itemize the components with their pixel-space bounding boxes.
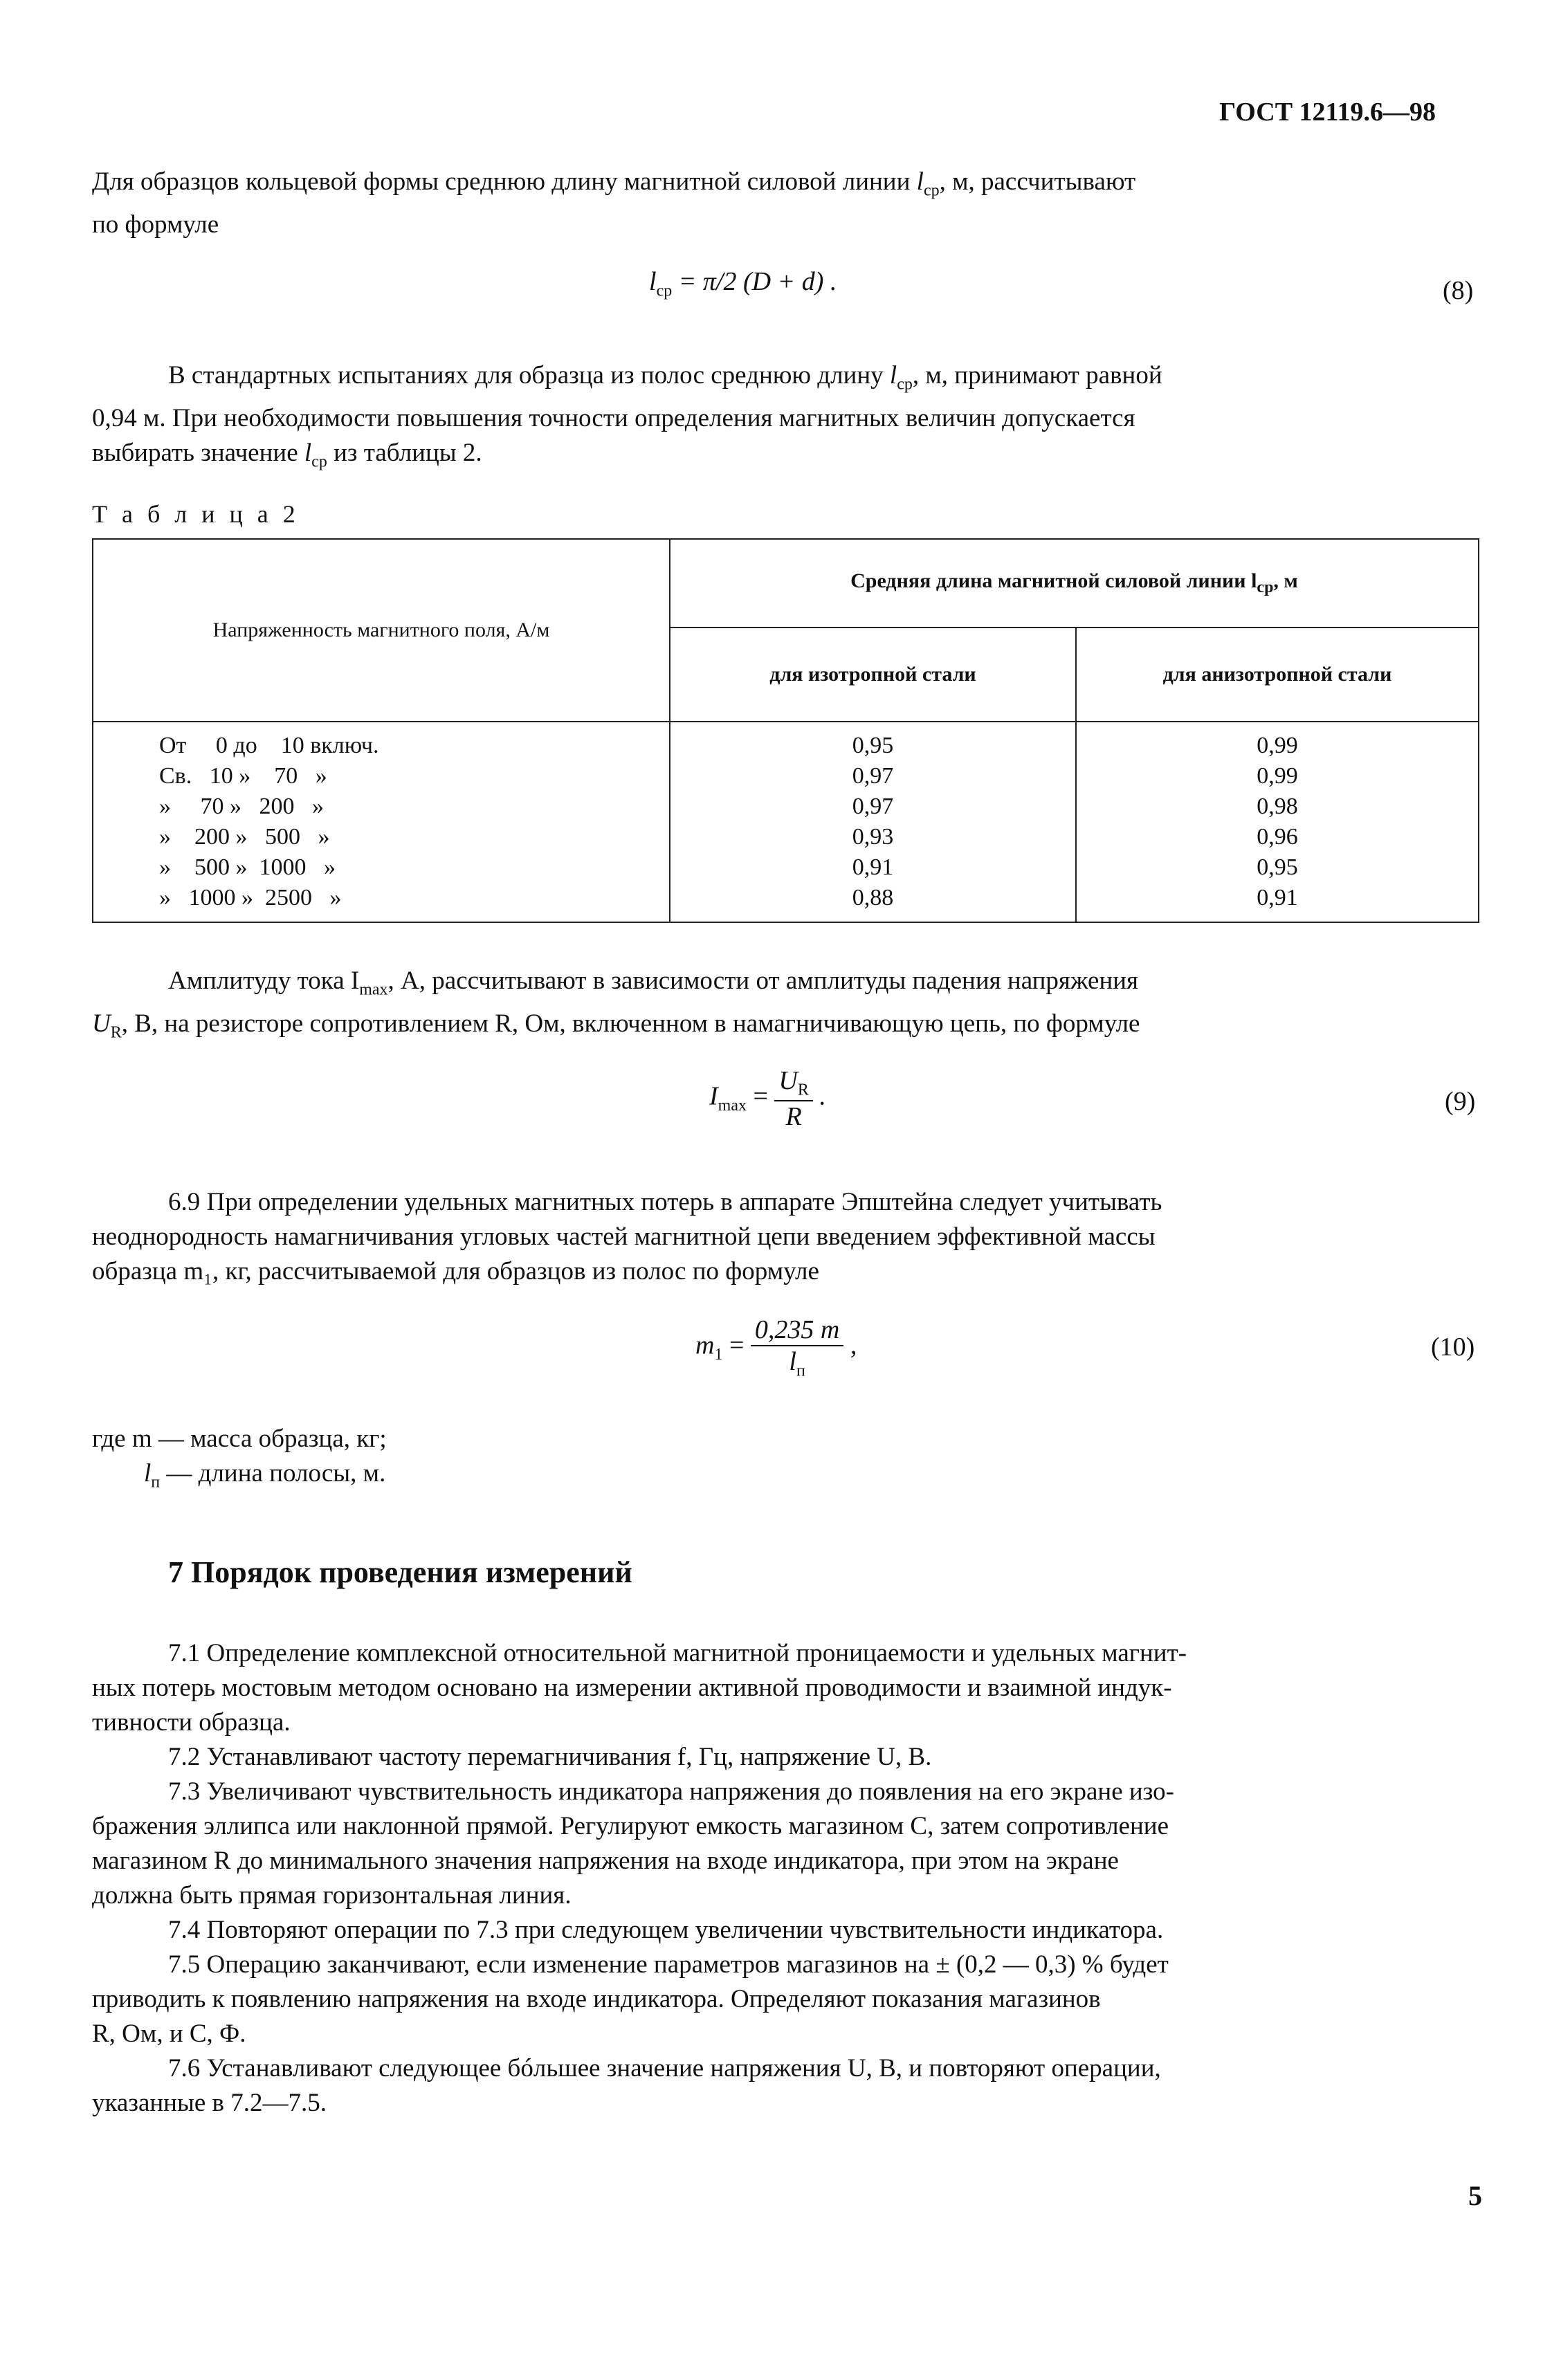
text: Амплитуду тока I — [168, 967, 360, 995]
aniso-value: 0,99 — [1257, 763, 1298, 789]
iso-value: 0,97 — [852, 794, 894, 819]
page-number: 5 — [1468, 2180, 1482, 2211]
sub: п — [796, 1362, 805, 1380]
text: тивности образца. — [92, 1708, 291, 1737]
text: , А, рассчитывают в зависимости от амплитуды падения напряжения — [387, 967, 1139, 995]
text: В стандартных испытаниях для образца из полос среднюю длину — [168, 361, 884, 390]
range-row: Св. 10 » 70 » — [159, 763, 327, 789]
document-id: ГОСТ 12119.6—98 — [1219, 98, 1436, 127]
formula-lhs: m — [695, 1330, 715, 1360]
where-block — [92, 1422, 922, 1499]
paragraph-epstein — [92, 1185, 1479, 1289]
text: из таблицы 2. — [334, 439, 482, 468]
sub: ср — [656, 282, 673, 300]
var-l: l — [889, 361, 897, 390]
text: , В, на резисторе сопротивлением R, Ом, включенном в намагничивающую цепь, по формуле — [121, 1009, 1140, 1038]
numerator: U — [778, 1066, 798, 1095]
range-row: » 1000 » 2500 » — [159, 885, 342, 910]
text: выбирать значение — [92, 439, 298, 468]
table-caption: Т а б л и ц а 2 — [92, 500, 300, 528]
text: магазином R до минимального значения напряжения на входе индикатора, при этом на экране — [92, 1847, 1119, 1875]
aniso-value: 0,96 — [1257, 824, 1298, 850]
sub: ср — [923, 181, 940, 200]
sub: R — [110, 1023, 122, 1042]
var-l: l — [144, 1459, 152, 1488]
text: Для образцов кольцевой формы среднюю длину магнитной силовой линии — [92, 167, 911, 196]
text: ных потерь мостовым методом основано на измерении активной проводимости и взаимной индук- — [92, 1674, 1172, 1702]
iso-column — [670, 722, 1076, 922]
text: образца m₁, кг, рассчитываемой для образцов из полос по формуле — [92, 1257, 819, 1285]
section-title: 7 Порядок проведения измерений — [168, 1555, 632, 1589]
col-header-aniso: для анизотропной стали — [1076, 628, 1479, 722]
text: 0,94 м. При необходимости повышения точности определения магнитных величин допускается — [92, 404, 1135, 433]
var-u: U — [92, 1009, 111, 1038]
section-7-body — [92, 1636, 1479, 2121]
sub: max — [718, 1097, 747, 1115]
text: 6.9 При определении удельных магнитных потерь в аппарате Эпштейна следует учитывать — [168, 1188, 1162, 1216]
text: бражения эллипса или наклонной прямой. Регулируют емкость магазином C, затем сопротивление — [92, 1812, 1169, 1840]
aniso-value: 0,99 — [1257, 733, 1298, 758]
col-header-field: Напряженность магнитного поля, А/м — [93, 539, 670, 722]
text: указанные в 7.2—7.5. — [92, 2089, 327, 2117]
iso-value: 0,88 — [852, 885, 894, 910]
formula-rhs: = π/2 (D + d) . — [678, 267, 837, 296]
text: по формуле — [92, 210, 219, 239]
col-header-group — [670, 539, 1479, 628]
text: 7.4 Повторяют операции по 7.3 при следующем увеличении чувствительности индикатора. — [168, 1916, 1164, 1944]
formula-lhs: l — [649, 267, 657, 296]
sub: п — [151, 1473, 161, 1492]
range-row: » 500 » 1000 » — [159, 854, 336, 880]
text: 7.2 Устанавливают частоту перемагничивания f, Гц, напряжение U, В. — [168, 1743, 932, 1771]
iso-value: 0,95 — [852, 733, 894, 758]
aniso-value: 0,95 — [1257, 854, 1298, 880]
fraction — [774, 1065, 812, 1132]
formula-9: $I_{max}$ = $\frac{U_R}{R}$ . — [709, 1066, 826, 1131]
sub: ср — [1257, 578, 1274, 596]
text: 7.3 Увеличивают чувствительность индикатора напряжения до появления на его экране изо- — [168, 1777, 1174, 1806]
text: неоднородность намагничивания угловых частей магнитной цепи введением эффективной массы — [92, 1223, 1156, 1251]
formula-8 — [649, 266, 837, 301]
sub: R — [797, 1081, 809, 1099]
text: где m — масса образца, кг; — [92, 1425, 387, 1453]
denominator: l — [789, 1347, 796, 1376]
aniso-value: 0,98 — [1257, 794, 1298, 819]
text: 7.1 Определение комплексной относительной магнитной проницаемости и удельных магнит- — [168, 1639, 1187, 1667]
denominator: R — [785, 1101, 802, 1131]
equation-number-10: (10) — [1431, 1333, 1475, 1362]
text: 7.5 Операцию заканчивают, если изменение параметров магазинов на ± (0,2 — 0,3) % будет — [168, 1950, 1169, 1979]
numerator: 0,235 m — [751, 1315, 843, 1346]
text: , м, рассчитывают — [939, 167, 1136, 196]
sub: ср — [897, 375, 913, 394]
sub: max — [359, 980, 388, 999]
range-row: От 0 до 10 включ. — [159, 733, 379, 758]
range-row: » 70 » 200 » — [159, 794, 324, 819]
table-2 — [92, 538, 1479, 923]
sub: ср — [311, 452, 327, 471]
paragraph-current-amplitude — [92, 964, 1479, 1050]
range-column — [93, 722, 670, 922]
equation-number-8: (8) — [1443, 276, 1474, 305]
header-text: Средняя длина магнитной силовой линии l — [850, 569, 1257, 592]
text: 7.6 Устанавливают следующее бóльшее значение напряжения U, В, и повторяют операции, — [168, 2054, 1161, 2082]
formula-10: $m_1$ = $\frac{0,235 m}{l_п}$ , — [695, 1315, 857, 1380]
range-row: » 200 » 500 » — [159, 824, 330, 850]
var-l: l — [916, 167, 924, 196]
text: , м, принимают равной — [912, 361, 1162, 390]
text: — длина полосы, м. — [160, 1459, 386, 1488]
fraction — [751, 1315, 843, 1381]
iso-value: 0,97 — [852, 763, 894, 789]
text: приводить к появлению напряжения на входе индикатора. Определяют показания магазинов — [92, 1985, 1101, 2013]
equation-number-9: (9) — [1445, 1087, 1476, 1116]
text: R, Ом, и C, Ф. — [92, 2020, 246, 2048]
aniso-value: 0,91 — [1257, 885, 1298, 910]
iso-value: 0,93 — [852, 824, 894, 850]
var-l: l — [304, 439, 312, 468]
paragraph-ring-samples — [92, 165, 1479, 242]
aniso-column — [1076, 722, 1479, 922]
sub: 1 — [714, 1346, 723, 1364]
formula-lhs: I — [709, 1081, 718, 1111]
iso-value: 0,91 — [852, 854, 894, 880]
text: должна быть прямая горизонтальная линия. — [92, 1881, 572, 1910]
header-unit: , м — [1273, 569, 1298, 592]
paragraph-strip-samples — [92, 358, 1479, 479]
col-header-iso: для изотропной стали — [670, 628, 1076, 722]
